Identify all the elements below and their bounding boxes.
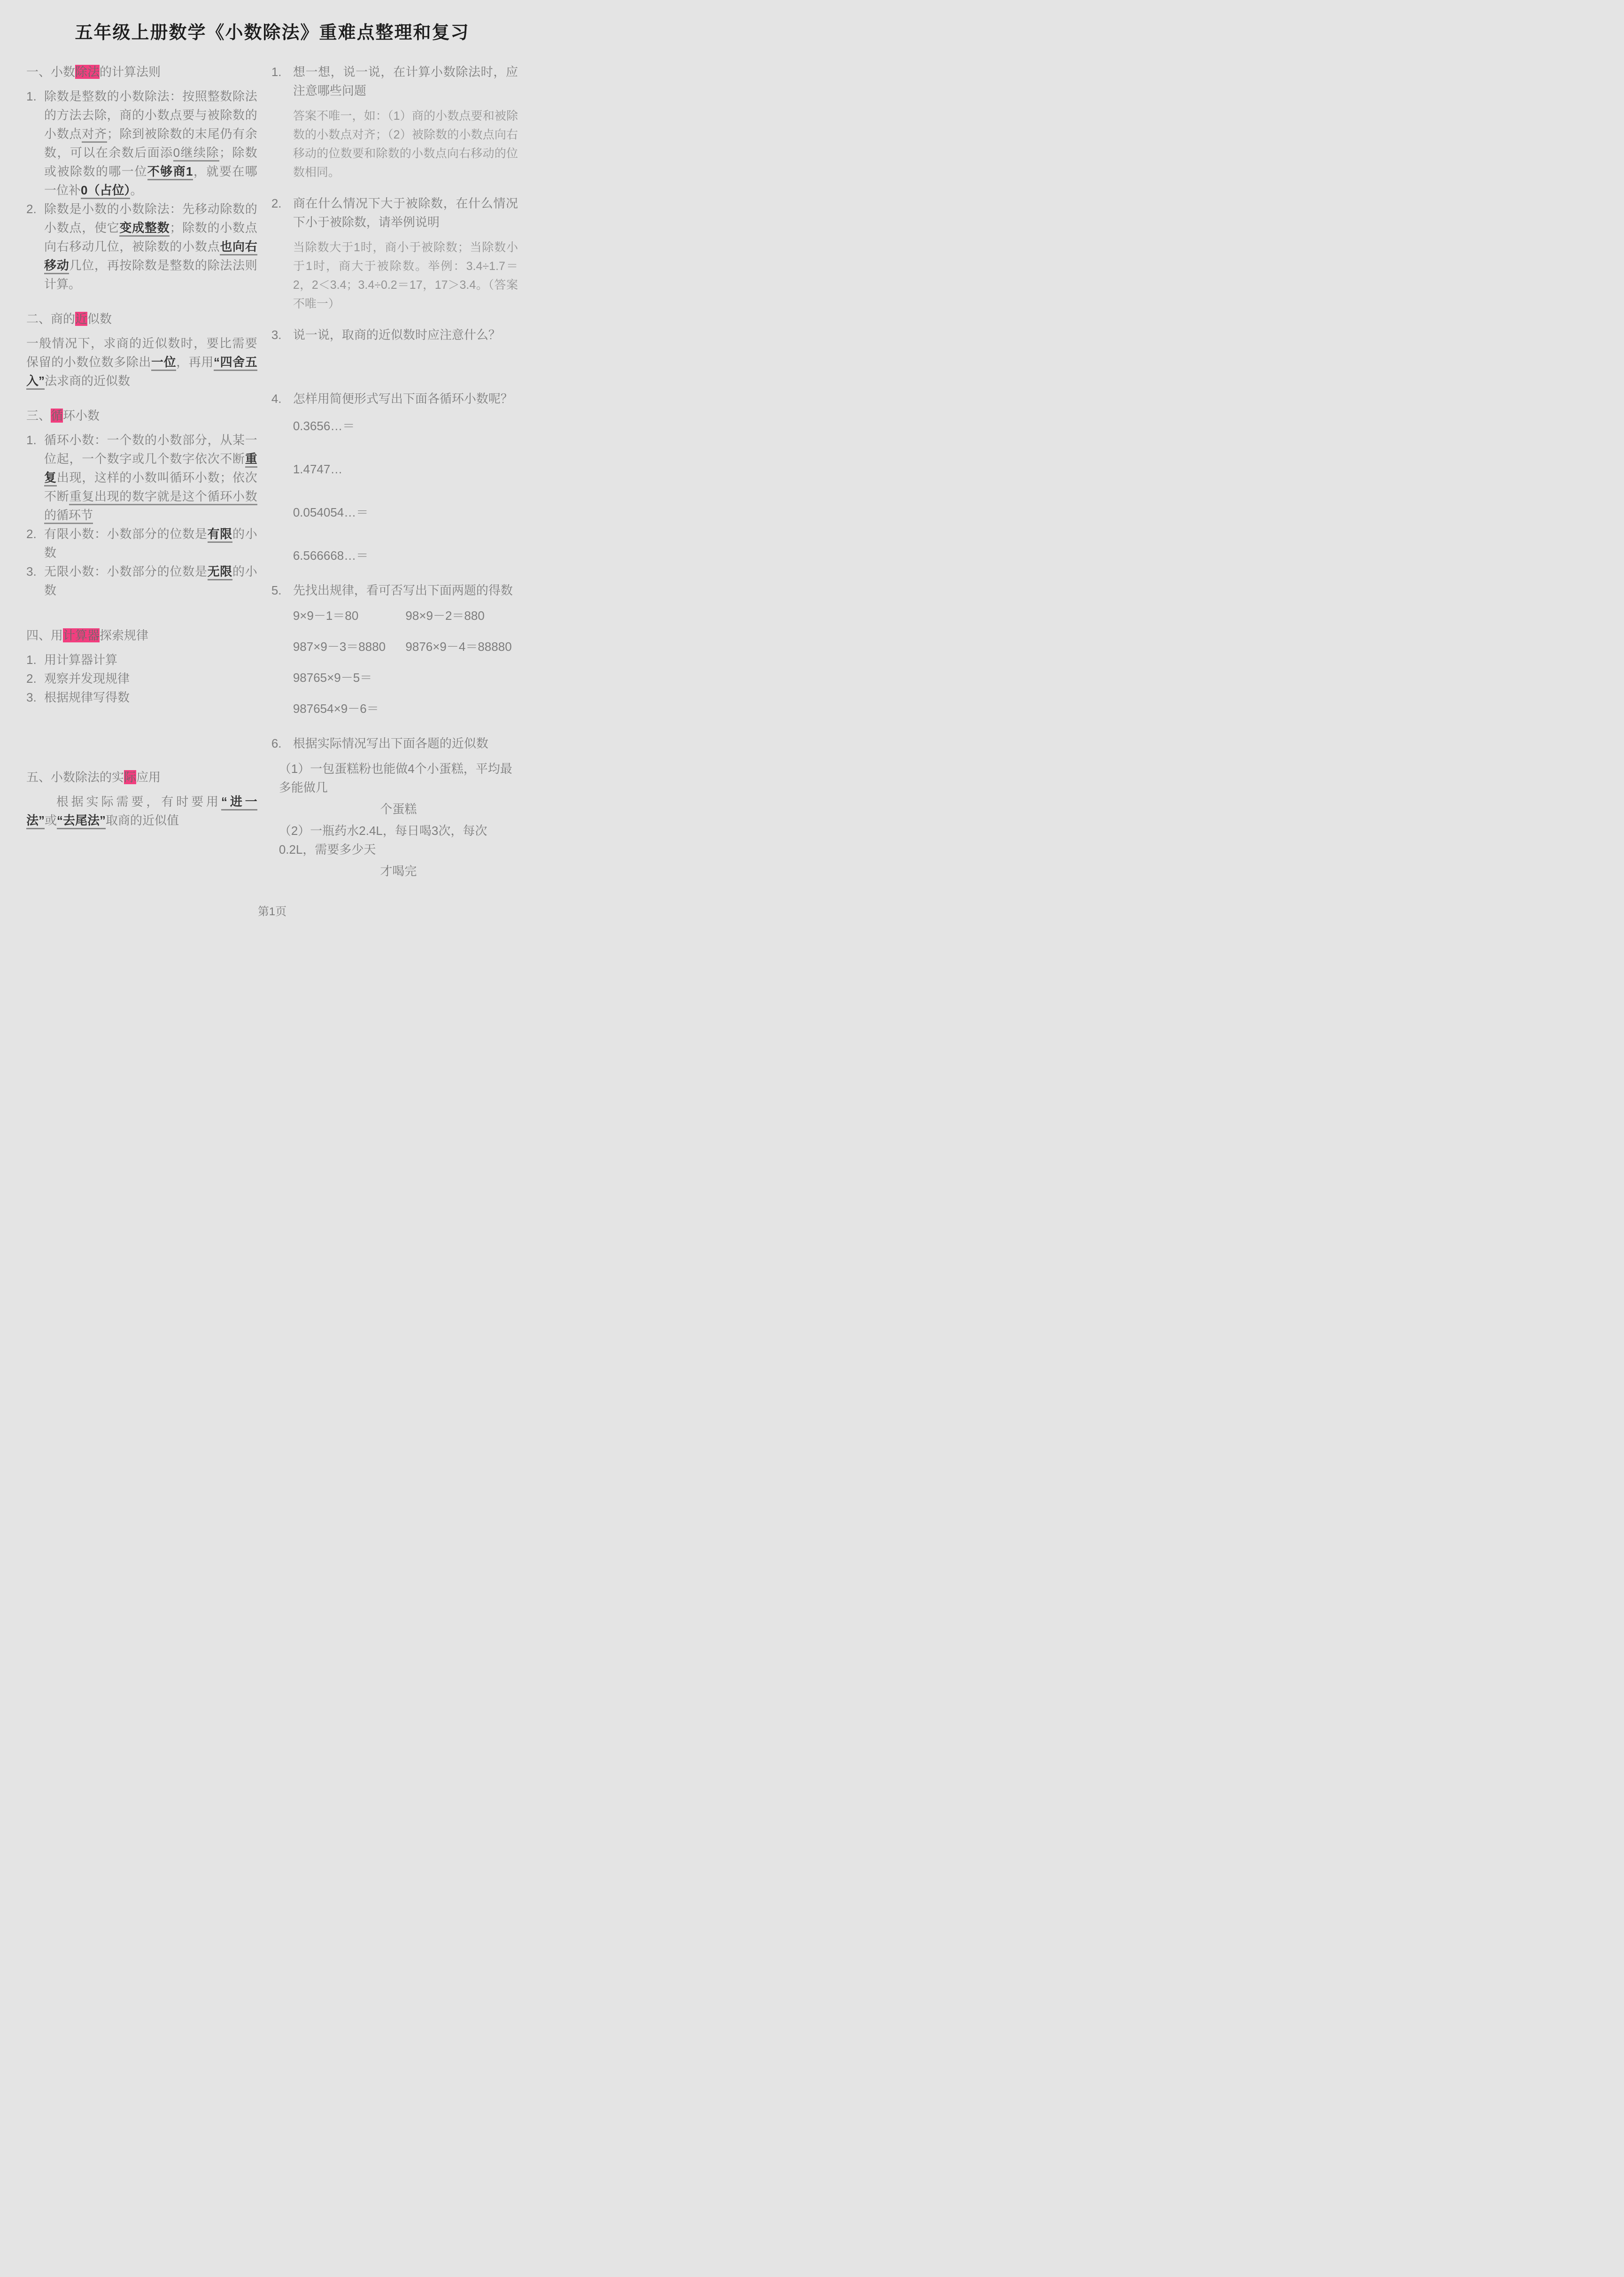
section-heading: 四、用计算器探索规律 <box>26 628 149 642</box>
sub-question-2 <box>279 821 518 880</box>
repeating-decimal-item: 1.4747… <box>293 462 343 476</box>
equation: 9876×9－4＝88880 <box>405 640 512 654</box>
pattern-equations <box>293 606 518 656</box>
list-item <box>26 525 257 562</box>
list-item <box>26 650 257 669</box>
question-number: 5. <box>271 583 282 597</box>
list-item-number: 2. <box>26 527 37 541</box>
sub-question-line: 个蛋糕 <box>380 802 417 816</box>
list-item-number: 3. <box>26 564 37 579</box>
list-item-number: 1. <box>26 653 37 667</box>
equation: 987×9－3＝8880 <box>293 640 386 654</box>
question-text: 怎样用简便形式写出下面各循环小数呢？ <box>293 392 513 406</box>
repeating-decimal-item: 0.054054…＝ <box>293 505 369 519</box>
list-item-text: 无限小数：小数部分的位数是无限的小数 <box>44 564 257 597</box>
question-number: 1. <box>271 65 282 79</box>
equation: 987654×9－6＝ <box>293 702 379 716</box>
question-text: 根据实际情况写出下面各题的近似数 <box>293 736 488 750</box>
list-item-text: 根据规律写得数 <box>44 690 130 704</box>
column-right <box>271 62 518 880</box>
section-heading: 一、小数除法的计算法则 <box>26 65 161 79</box>
list-item <box>26 688 257 707</box>
list-item-number: 1. <box>26 89 37 103</box>
list-item-text: 除数是整数的小数除法：按照整数除法的方法去除，商的小数点要与被除数的小数点对齐；除到被除数的末尾仍有余数，可以在余数后面添0继续除；除数或被除数的哪一位不够商1，就要在哪一位补0（占位）。 <box>44 87 257 200</box>
repeating-decimal-item: 0.3656…＝ <box>293 419 355 433</box>
section-calculation-rules <box>26 62 257 293</box>
section-repeating-decimals <box>26 406 257 600</box>
list-item-number: 3. <box>26 690 37 704</box>
exercise-6 <box>271 734 518 880</box>
list-item-number: 1. <box>26 433 37 447</box>
question-number: 3. <box>271 328 282 342</box>
document-page <box>0 0 541 929</box>
list-item <box>26 562 257 600</box>
equation: 9×9－1＝80 <box>293 609 359 623</box>
section-heading: 三、循环小数 <box>26 409 100 423</box>
question-text: 商在什么情况下大于被除数，在什么情况下小于被除数，请举例说明 <box>293 196 518 229</box>
section-heading: 五、小数除法的实际应用 <box>26 770 161 784</box>
page-title: 五年级上册数学《小数除法》重难点整理和复习 <box>75 22 470 43</box>
footer-page-number: 第1页 <box>257 905 287 918</box>
question-text: 说一说，取商的近似数时应注意什么？ <box>293 328 501 342</box>
question-text: 想一想，说一说，在计算小数除法时，应注意哪些问题 <box>293 65 518 98</box>
section-quotient-approximation <box>26 309 257 390</box>
list-item <box>26 200 257 293</box>
answer-text: 答案不唯一，如：（1）商的小数点要和被除数的小数点对齐；（2）被除数的小数点向右移动的位数要和除数的小数点向右移动的位数相同。 <box>293 109 518 179</box>
sub-question-line: （2）一瓶药水2.4L，每日喝3次，每次0.2L，需要多少天 <box>278 824 487 857</box>
list-item-number: 2. <box>26 202 37 216</box>
section-practical-application <box>26 768 257 830</box>
section-paragraph: 根据实际需要，有时要用“进一法”或“去尾法”取商的近似值 <box>26 792 257 830</box>
exercise-3 <box>271 325 518 344</box>
list-item-number: 2. <box>26 672 37 686</box>
list-item-text: 除数是小数的小数除法：先移动除数的小数点，使它变成整数；除数的小数点向右移动几位，被除数的小数点也向右移动几位，再按除数是整数的除法法则计算。 <box>44 202 257 291</box>
list-item <box>26 87 257 200</box>
exercise-2 <box>271 194 518 313</box>
equation: 98765×9－5＝ <box>293 671 372 685</box>
list-item-text: 观察并发现规律 <box>44 672 130 686</box>
exercise-1 <box>271 62 518 182</box>
equation: 98×9－2＝880 <box>405 609 485 623</box>
column-left <box>26 62 257 880</box>
question-number: 2. <box>271 196 282 210</box>
question-number: 6. <box>271 736 282 750</box>
sub-question-line: （1）一包蛋糕粉也能做4个小蛋糕，平均最多能做几 <box>278 762 512 795</box>
section-paragraph: 一般情况下，求商的近似数时，要比需要保留的小数位数多除出一位，再用“四舍五入”法求商的近似数 <box>26 334 257 390</box>
repeating-decimal-item: 6.566668…＝ <box>293 548 369 563</box>
exercise-5 <box>271 581 518 718</box>
question-text: 先找出规律，看可否写出下面两题的得数 <box>293 583 513 597</box>
sub-question-1 <box>279 759 518 818</box>
list-item <box>26 669 257 688</box>
answer-text: 当除数大于1时，商小于被除数；当除数小于1时，商大于被除数。举例：3.4÷1.7＝2，2＜3.4；3.4÷0.2＝17，17＞3.4。（答案不唯一） <box>293 241 518 310</box>
list-item-text: 循环小数：一个数的小数部分，从某一位起，一个数字或几个数字依次不断重复出现，这样的小数叫循环小数；依次不断重复出现的数字就是这个循环小数的循环节 <box>44 431 257 525</box>
two-column-layout <box>26 62 518 880</box>
repeating-decimal-blanks <box>271 417 518 565</box>
list-item-text: 有限小数：小数部分的位数是有限的小数 <box>44 527 257 560</box>
question-number: 4. <box>271 392 282 406</box>
list-item <box>26 431 257 525</box>
list-item-text: 用计算器计算 <box>44 653 118 667</box>
exercise-4 <box>271 389 518 565</box>
section-heading: 二、商的近似数 <box>26 312 112 326</box>
section-calculator-patterns <box>26 626 257 707</box>
sub-question-line: 才喝完 <box>380 864 417 878</box>
